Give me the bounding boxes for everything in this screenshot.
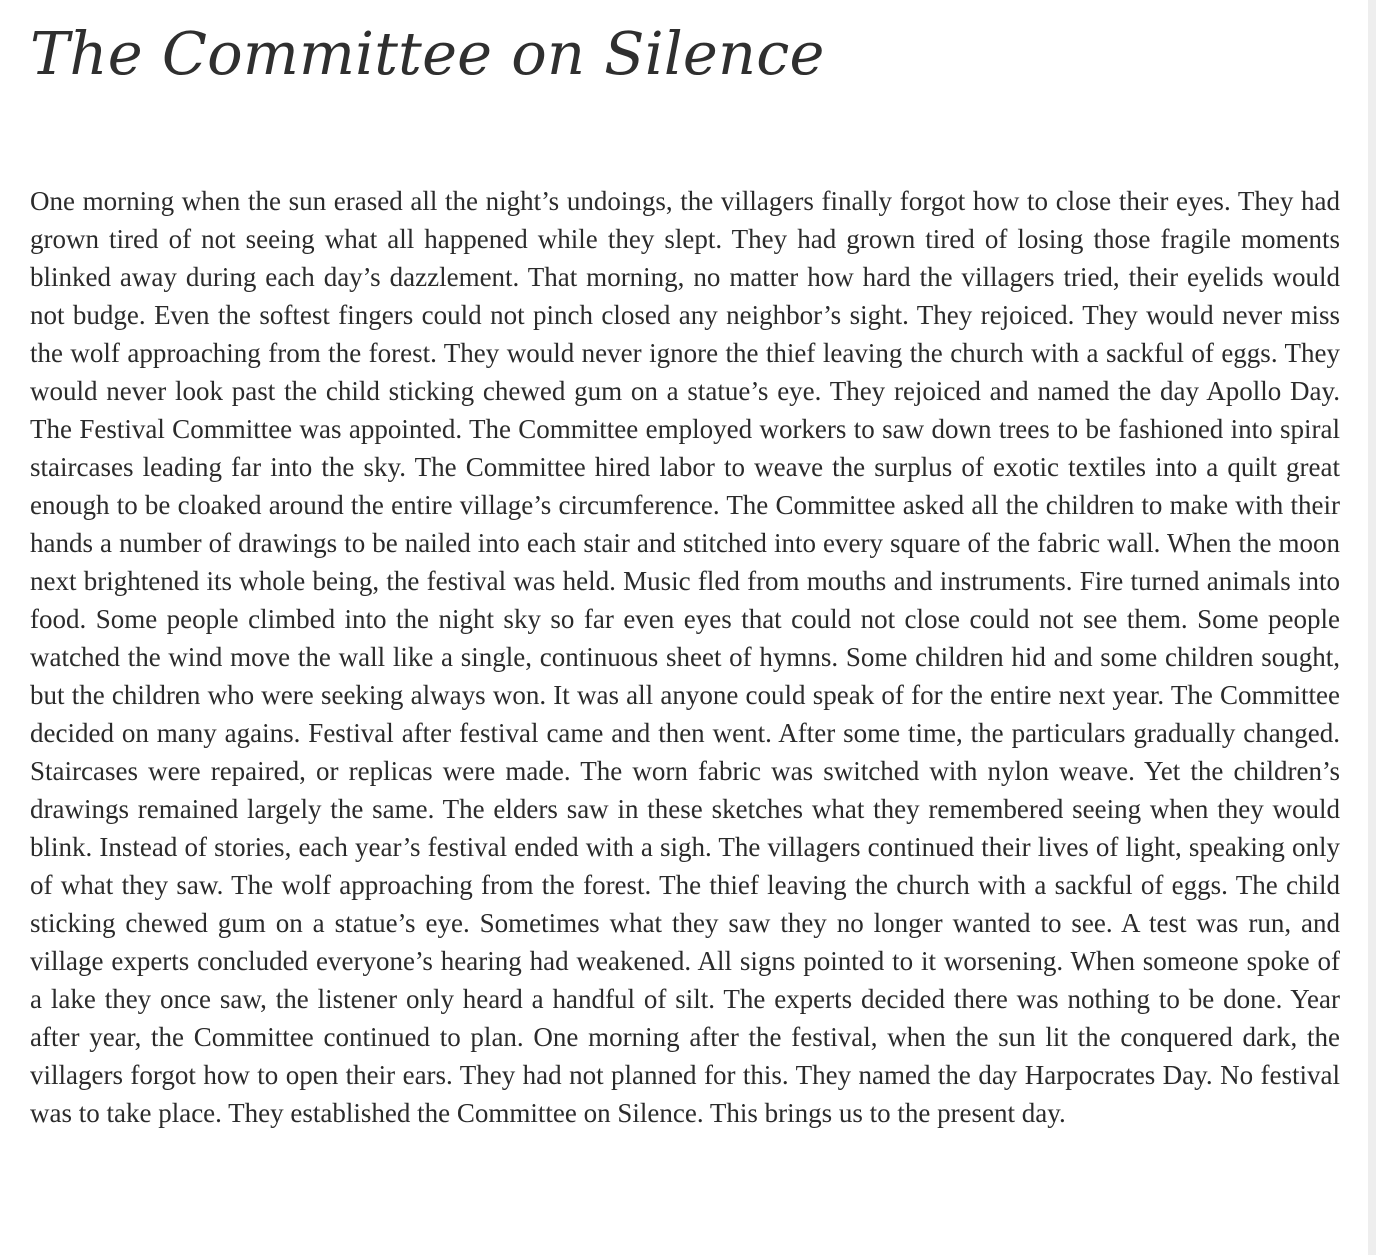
article (30, 0, 1340, 1128)
article-body: One morning when the sun erased all the night’s undoings, the villagers finally forgot how to close their eyes. They had grown tired of not seeing what all happened while they slept. They had grown tired of losing those fragile moments blinked away during each day’s dazzlement. That morning, no matter how hard the villagers tried, their eyelids would not budge. Even the softest fingers could not pinch closed any neighbor’s sight. They rejoiced. They would never miss the wolf approaching from the forest. They would never ignore the thief leaving the church with a sackful of eggs. They would never look past the child sticking chewed gum on a statue’s eye. They rejoiced and named the day Apollo Day. The Festival Committee was appointed. The Committee employed workers to saw down trees to be fashioned into spiral staircases leading far into the sky. The Committee hired labor to weave the surplus of exotic textiles into a quilt great enough to be cloaked around the entire village’s circumference. The Committee asked all the children to make with their hands a number of drawings to be nailed into each stair and stitched into every square of the fabric wall. When the moon next brightened its whole being, the festival was held. Music fled from mouths and instruments. Fire turned animals into food. Some people climbed into the night sky so far even eyes that could not close could not see them. Some people watched the wind move the wall like a single, continuous sheet of hymns. Some children hid and some children sought, but the children who were seeking always won. It was all anyone could speak of for the entire next year. The Committee decided on many agains. Festival after festival came and then went. After some time, the particulars gradually changed. Staircases were repaired, or replicas were made. The worn fabric was switched with nylon weave. Yet the children’s drawings remained largely the same. The elders saw in these sketches what they remembered seeing when they would blink. Instead of stories, each year’s festival ended with a sigh. The villagers continued their lives of light, speaking only of what they saw. The wolf approaching from the forest. The thief leaving the church with a sackful of eggs. The child sticking chewed gum on a statue’s eye. Sometimes what they saw they no longer wanted to see. A test was run, and village experts concluded everyone’s hearing had weakened. All signs pointed to it worsening. When someone spoke of a lake they once saw, the listener only heard a handful of silt. The experts decided there was nothing to be done. Year after year, the Committee continued to plan. One morning after the festival, when the sun lit the conquered dark, the villagers forgot how to open their ears. They had not planned for this. They named the day Harpocrates Day. No festival was to take place. They established the Committee on Silence. This brings us to the present day. (30, 186, 1340, 1128)
scrollbar-track[interactable] (1368, 0, 1376, 1255)
article-title: The Committee on Silence (30, 19, 825, 88)
